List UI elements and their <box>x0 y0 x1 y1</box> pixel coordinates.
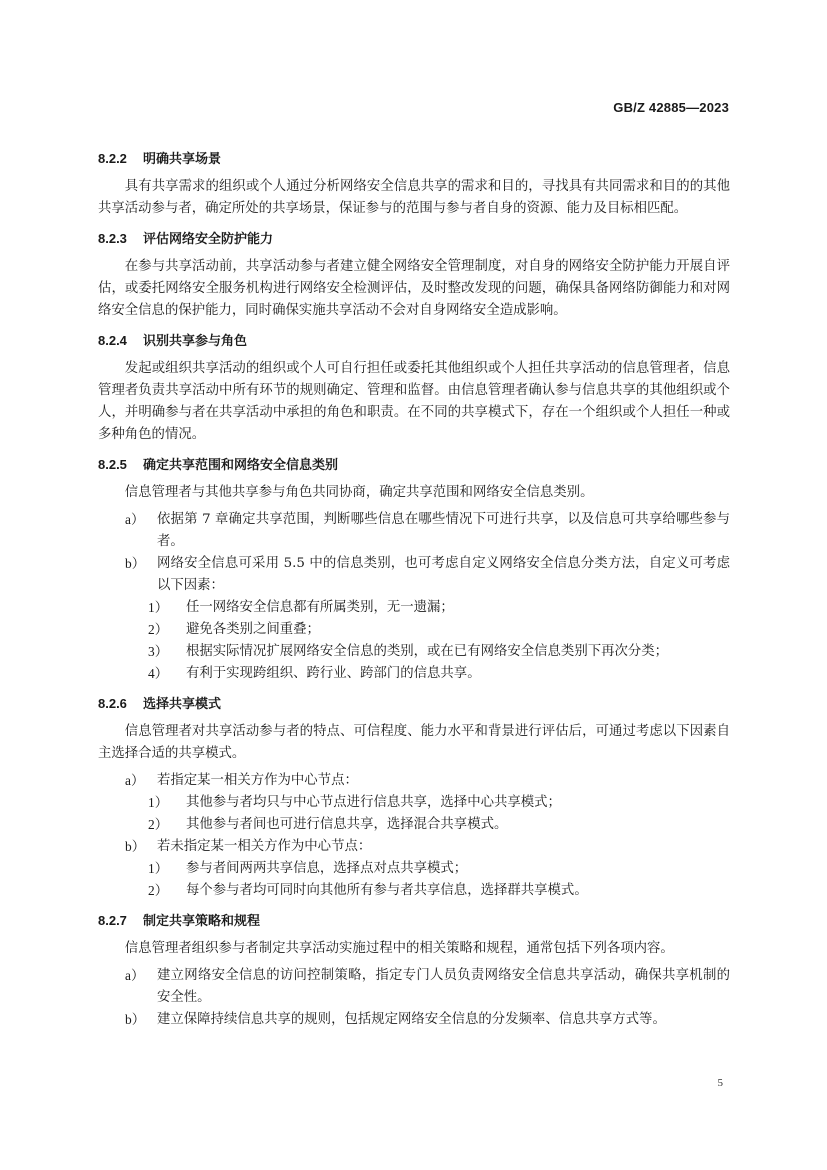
section-title: 明确共享场景 <box>143 152 222 167</box>
section-paragraph: 发起或组织共享活动的组织或个人可自行担任或委托其他组织或个人担任共享活动的信息管理者，信息管理者负责共享活动中所有环节的规则确定、管理和监督。由信息管理者确认参与信息共享的其他组织或个人，并明确参与者在共享活动中承担的角色和职责。在不同的共享模式下，存在一个组织或个人担任一种或多种角色的情况。 <box>98 361 730 442</box>
sub-list-item-label: 3） <box>148 644 169 659</box>
page-number: 5 <box>717 1077 723 1089</box>
section-number: 8.2.7 <box>98 913 127 928</box>
section-title: 选择共享模式 <box>143 697 222 712</box>
sub-list-item-text: 有利于实现跨组织、跨行业、跨部门的信息共享。 <box>186 666 481 681</box>
section-paragraph: 具有共享需求的组织或个人通过分析网络安全信息共享的需求和目的，寻找具有共同需求和目的的其他共享活动参与者，确定所处的共享场景，保证参与的范围与参与者自身的资源、能力及目标相匹配。 <box>98 179 730 216</box>
sub-list-item-text: 参与者间两两共享信息，选择点对点共享模式； <box>186 861 468 876</box>
sub-list-item <box>98 597 730 619</box>
sub-list-item-label: 1） <box>148 600 169 615</box>
section-title: 确定共享范围和网络安全信息类别 <box>143 458 339 473</box>
sub-list-item-text: 根据实际情况扩展网络安全信息的类别，或在已有网络安全信息类别下再次分类； <box>186 644 669 659</box>
list-item-text: 网络安全信息可采用 5.5 中的信息类别，也可考虑自定义网络安全信息分类方法，自定义可考虑以下因素： <box>157 556 730 593</box>
section-title: 识别共享参与角色 <box>143 334 248 349</box>
section-number: 8.2.4 <box>98 333 127 348</box>
sub-list-item-label: 1） <box>148 795 169 810</box>
sub-list-item-label: 4） <box>148 666 169 681</box>
list-item <box>98 965 730 1009</box>
list-item-label: b） <box>125 839 146 854</box>
sub-list-item-label: 1） <box>148 861 169 876</box>
sub-list-item-label: 2） <box>148 883 169 898</box>
list-item-label: b） <box>125 556 146 571</box>
section-number: 8.2.6 <box>98 696 127 711</box>
section-heading <box>98 691 730 717</box>
list-item-text: 依据第 7 章确定共享范围，判断哪些信息在哪些情况下可进行共享，以及信息可共享给哪些参与者。 <box>157 512 730 549</box>
section-paragraph: 信息管理者对共享活动参与者的特点、可信程度、能力水平和背景进行评估后，可通过考虑以下因素自主选择合适的共享模式。 <box>98 724 730 761</box>
sub-list-item <box>98 792 730 814</box>
document-body <box>98 146 730 1031</box>
sub-list-item-text: 任一网络安全信息都有所属类别，无一遗漏； <box>186 600 454 615</box>
section-heading <box>98 452 730 478</box>
section-title: 评估网络安全防护能力 <box>143 232 274 247</box>
section-heading <box>98 146 730 172</box>
sub-list-item-text: 避免各类别之间重叠； <box>186 622 320 637</box>
sub-list-item-text: 每个参与者均可同时向其他所有参与者共享信息，选择群共享模式。 <box>186 883 588 898</box>
list-item-text: 建立保障持续信息共享的规则，包括规定网络安全信息的分发频率、信息共享方式等。 <box>157 1012 666 1027</box>
list-item-label: a） <box>125 512 145 527</box>
list-item <box>98 836 730 858</box>
sub-list-item <box>98 814 730 836</box>
sub-list-item-text: 其他参与者均只与中心节点进行信息共享，选择中心共享模式； <box>186 795 561 810</box>
list-item-label: a） <box>125 968 145 983</box>
section-number: 8.2.3 <box>98 231 127 246</box>
sub-list-item <box>98 663 730 685</box>
section-heading <box>98 226 730 252</box>
list-item-text: 若未指定某一相关方作为中心节点： <box>157 839 372 854</box>
section-heading <box>98 908 730 934</box>
sub-list-item <box>98 641 730 663</box>
section-number: 8.2.2 <box>98 151 127 166</box>
section-paragraph: 信息管理者与其他共享参与角色共同协商，确定共享范围和网络安全信息类别。 <box>124 485 594 500</box>
section-title: 制定共享策略和规程 <box>143 914 261 929</box>
list-item <box>98 509 730 553</box>
sub-list-item-text: 其他参与者间也可进行信息共享，选择混合共享模式。 <box>186 817 508 832</box>
list-item-text: 建立网络安全信息的访问控制策略，指定专门人员负责网络安全信息共享活动，确保共享机制的安全性。 <box>157 968 730 1005</box>
list-item-label: a） <box>125 773 145 788</box>
list-item <box>98 553 730 597</box>
sub-list-item-label: 2） <box>148 622 169 637</box>
list-item <box>98 770 730 792</box>
list-item-text: 若指定某一相关方作为中心节点： <box>157 773 358 788</box>
list-item <box>98 1009 730 1031</box>
section-paragraph: 在参与共享活动前，共享活动参与者建立健全网络安全管理制度，对自身的网络安全防护能力开展自评估，或委托网络安全服务机构进行网络安全检测评估，及时整改发现的问题，确保具备网络防御能力和对网络安全信息的保护能力，同时确保实施共享活动不会对自身网络安全造成影响。 <box>98 259 730 318</box>
section-number: 8.2.5 <box>98 457 127 472</box>
list-item-label: b） <box>125 1012 146 1027</box>
section-heading <box>98 328 730 354</box>
document-identifier: GB/Z 42885—2023 <box>613 100 729 115</box>
sub-list-item <box>98 858 730 880</box>
sub-list-item <box>98 619 730 641</box>
sub-list-item <box>98 880 730 902</box>
section-paragraph: 信息管理者组织参与者制定共享活动实施过程中的相关策略和规程，通常包括下列各项内容。 <box>124 941 674 956</box>
sub-list-item-label: 2） <box>148 817 169 832</box>
